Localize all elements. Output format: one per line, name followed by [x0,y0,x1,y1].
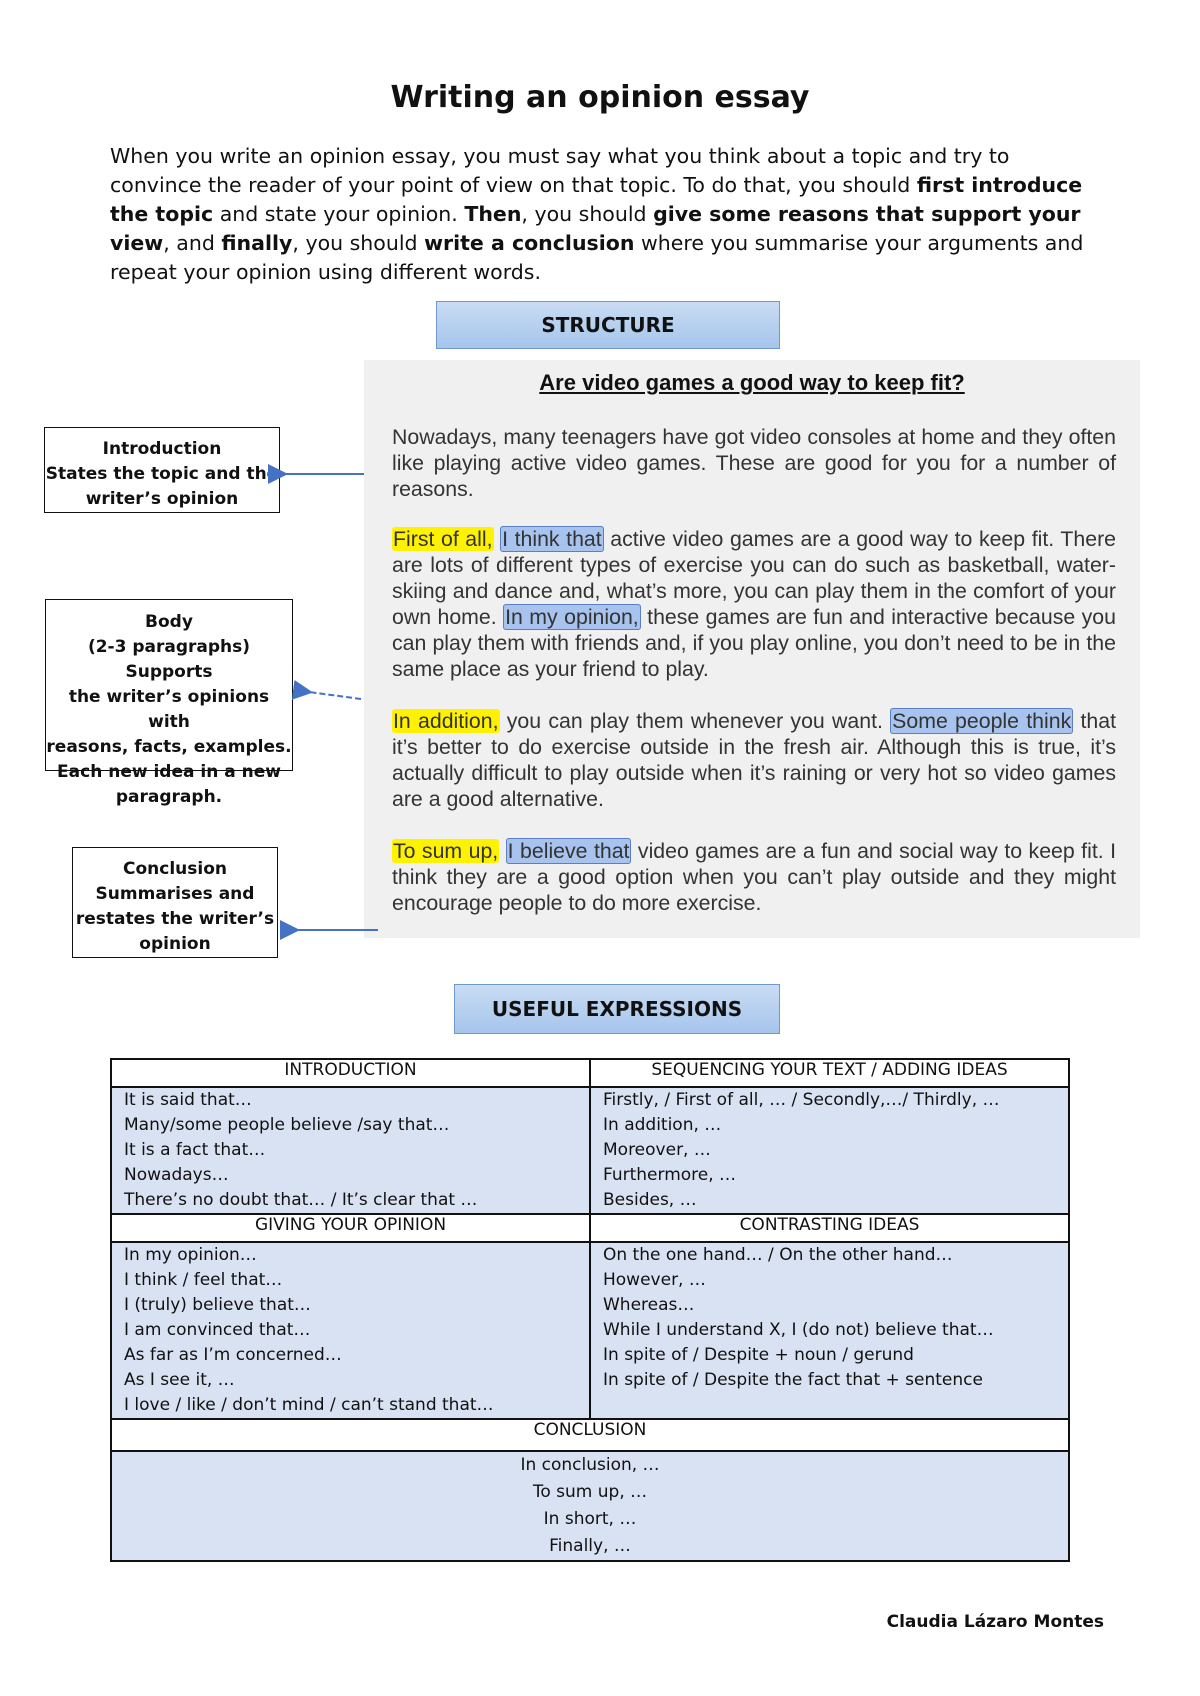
table-header-sequencing: SEQUENCING YOUR TEXT / ADDING IDEAS [590,1059,1069,1087]
expression-item: Many/some people believe /say that… [124,1115,450,1135]
conclusion-expressions [111,1451,1069,1561]
label-text: reasons, facts, examples. [46,737,292,757]
expression-item: As far as I’m concerned… [124,1345,342,1365]
expression-item: In my opinion… [124,1245,257,1265]
opinion-highlight: I think that [502,527,602,551]
expressions-table [110,1058,1070,1562]
label-text: restates the writer’s [75,909,275,929]
contrasting-expressions [590,1242,1069,1419]
expression-item: There’s no doubt that… / It’s clear that … [124,1190,478,1210]
useful-expressions-heading: USEFUL EXPRESSIONS [454,984,780,1034]
opinion-highlight: I believe that [507,839,630,863]
expression-item: I think / feel that… [124,1270,283,1290]
label-text: opinion [139,934,211,954]
expression-item: It is a fact that… [124,1140,266,1160]
table-header-contrasting: CONTRASTING IDEAS [590,1214,1069,1242]
structure-heading: STRUCTURE [436,301,780,349]
expression-item: Nowadays… [124,1165,229,1185]
expression-item: It is said that… [124,1090,252,1110]
expression-item: Whereas… [603,1295,695,1315]
expression-item: Moreover, … [603,1140,711,1160]
expression-item: Finally, … [549,1536,631,1556]
opinion-expressions [111,1242,590,1419]
expression-item: Firstly, / First of all, … / Secondly,…/ Thirdly, … [603,1090,1000,1110]
opinion-highlight: In my opinion, [505,605,639,629]
expression-item: On the one hand… / On the other hand… [603,1245,953,1265]
expression-item: Furthermore, … [603,1165,737,1185]
label-text: writer’s opinion [85,489,239,509]
label-title: Body [145,612,193,632]
table-header-conclusion: CONCLUSION [111,1419,1069,1451]
expression-item: While I understand X, I (do not) believe that… [603,1320,994,1340]
essay-paragraph-1: Nowadays, many teenagers have got video consoles at home and they often like playing active video games. These are good for you for a number of reasons. [392,425,1116,501]
expression-item: In short, … [543,1509,637,1529]
page-title: Writing an opinion essay [390,80,810,115]
sequencing-expressions [590,1087,1069,1214]
expression-item: Besides, … [603,1190,697,1210]
expression-item: To sum up, … [532,1482,648,1502]
expression-item: I love / like / don’t mind / can’t stand that… [124,1395,494,1415]
intro-paragraph: When you write an opinion essay, you must say what you think about a topic and try to convince the reader of your point of view on that topic. To do that, you should first introduce the topic and state your opinion. Then, you should give some reasons that support your view, and finally, you should write a conclusion where you summarise your arguments and repeat your opinion using different words. [110,144,1084,284]
introduction-expressions [111,1087,590,1214]
expression-item: I am convinced that… [124,1320,311,1340]
table-header-introduction: INTRODUCTION [111,1059,590,1087]
expression-item: In spite of / Despite + noun / gerund [603,1345,914,1365]
opinion-highlight: Some people think [892,709,1072,733]
expression-item: In conclusion, … [520,1455,660,1475]
expression-item: However, … [603,1270,706,1290]
linker-highlight: In addition, [393,709,499,733]
author-name: Claudia Lázaro Montes [886,1612,1104,1632]
expression-item: As I see it, … [124,1370,235,1390]
expression-item: In addition, … [603,1115,722,1135]
label-text: paragraph. [115,787,223,807]
essay-paragraph-3: In addition, you can play them whenever you want. Some people think that it’s better to do exercise outside in the fresh air. Although this is true, it’s actually difficult to play outside when it’s raining or very hot so video games are a good alternative. [392,709,1116,811]
essay-paragraph-2: First of all, I think that active video games are a good way to keep fit. There are lots of different types of exercise you can do such as basketball, water-skiing and dance and, what’s more, you can play them in the comfort of your own home. In my opinion, these games are fun and interactive because you can play them with friends and, if you play online, you don’t need to be in the same place as your friend to play. [392,527,1117,681]
label-title: Conclusion [123,859,227,879]
table-header-opinion: GIVING YOUR OPINION [111,1214,590,1242]
essay-title: Are video games a good way to keep fit? [539,370,965,395]
linker-highlight: First of all, [393,527,493,551]
label-text: (2-3 paragraphs) Supports [87,637,251,682]
expression-item: In spite of / Despite the fact that + sentence [603,1370,983,1390]
body-arrow [309,692,361,699]
label-text: Summarises and [95,884,255,904]
label-title: Introduction [102,439,222,459]
expression-item: I (truly) believe that… [124,1295,311,1315]
label-text: States the topic and the [45,464,279,484]
label-text: Each new idea in a new [57,762,281,782]
label-text: the writer’s opinions with [68,687,270,732]
essay-paragraph-4: To sum up, I believe that video games are a fun and social way to keep fit. I think they are a good option when you can’t play outside and they might encourage people to do more exercise. [392,839,1117,915]
linker-highlight: To sum up, [393,839,499,863]
